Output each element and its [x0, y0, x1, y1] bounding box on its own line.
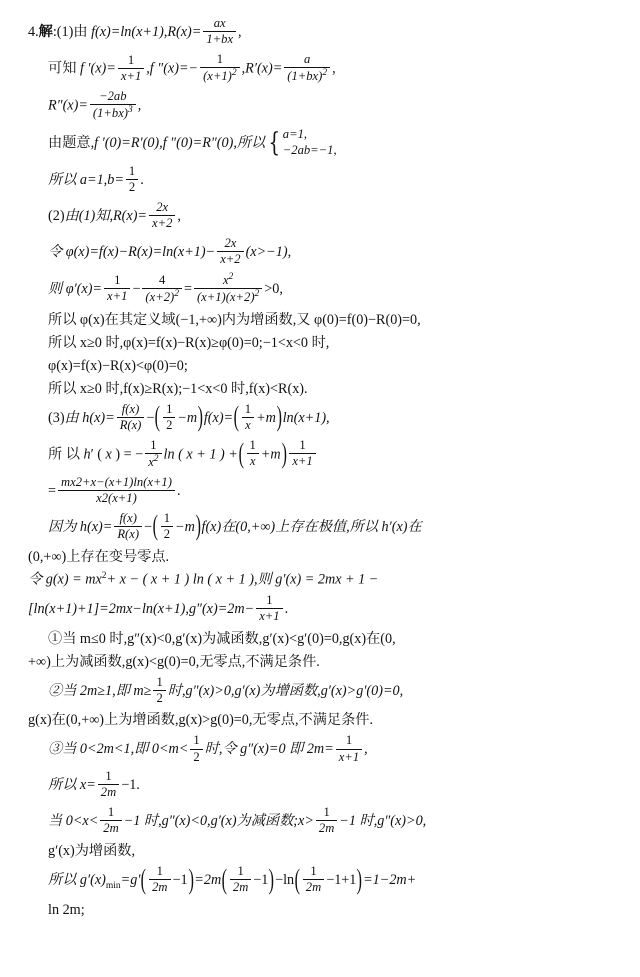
l25-b: −1.: [121, 777, 140, 794]
l8-d: >0,: [264, 281, 283, 298]
l28-d: =2m: [194, 871, 222, 888]
frac-4-xplus2-sq: $\frac{4}{(x+2)^2}$: [142, 274, 182, 305]
frac-1-x: $\frac{1}{x}$: [242, 403, 254, 432]
line-case-1: ①当 m≤0 时,g″(x)<0,g′(x)为减函数,g′(x)<g′(0)=0,g(x)在(0,: [48, 630, 396, 647]
l16-b: −: [144, 518, 153, 535]
line-phi-cases-2: φ(x)=f(x)−R(x)<φ(0)=0;: [48, 357, 188, 374]
l26-b: −1 时,g″(x)<0,g′(x)为减函数;x>: [123, 813, 314, 830]
line-ln2m: ln 2m;: [48, 901, 85, 918]
l13-a: 由 h(x)=: [64, 409, 115, 426]
l28-b: =g′: [120, 871, 141, 888]
frac-1-2m-f: $\frac{1}{2m}$: [303, 865, 324, 894]
line-part3-hx: [28, 401, 618, 434]
paren-close-5: ): [188, 863, 194, 896]
line-result-ab: [28, 166, 618, 195]
paren-close-7: ): [357, 863, 363, 896]
line-g-min: [28, 863, 618, 896]
line-system-conditions: [28, 128, 618, 159]
l28-f: −ln: [275, 871, 295, 888]
line-phi-cases-1: 所以 x≥0 时,φ(x)=f(x)−R(x)≥φ(0)=0;−1<x<0 时,: [48, 335, 330, 352]
l25-a: 所以 x=: [48, 777, 96, 794]
frac-xsq-over-product: $\frac{x^2}{(x+1)(x+2)^2}$: [194, 273, 262, 305]
l28-h: =1−2m+: [363, 871, 417, 888]
line-define-phi: [28, 238, 618, 267]
frac-1-xplus1-sq: $\frac{1}{(x+1)^2}$: [200, 53, 240, 84]
paren-open-6: (: [221, 863, 228, 896]
l14-c: +m: [260, 446, 281, 463]
frac-1-xplus1-d: $\frac{1}{x+1}$: [289, 439, 315, 468]
line-extremum-condition: [28, 510, 618, 543]
l5-a: 所以 a=1,b=: [48, 172, 124, 189]
l13-d: f(x)=: [203, 409, 234, 426]
l18-a: 令 g(x) = mx: [28, 572, 102, 589]
l24-end: ,: [364, 741, 368, 758]
frac-fx-rx: $\frac{f(x)}{R(x)}$: [117, 403, 145, 432]
l16-c: −m: [175, 518, 195, 535]
l1-a: 由: [73, 23, 88, 40]
line-case-2-cont: g(x)在(0,+∞)上为增函数,g(x)>g(0)=0,无零点,不满足条件.: [28, 712, 374, 729]
line-phi-derivative: [28, 271, 618, 306]
l1-end: ,: [238, 23, 242, 40]
l18-b: + x − ( x + 1 ) ln ( x + 1 ),则 g′(x) = 2mx + 1 −: [106, 572, 379, 589]
frac-2x-xplus2: $\frac{2x}{x+2}$: [149, 201, 175, 230]
l13-b: −: [146, 409, 155, 426]
answer-label: 解: [38, 23, 53, 40]
line-g-derivative: [28, 592, 618, 624]
l19-a: [ln(x+1)+1]=2mx−ln(x+1),g″(x)=2m−: [28, 600, 255, 617]
l22-a: ②当 2m≥1,即 m≥: [48, 682, 152, 699]
l13-e: +m: [256, 409, 276, 426]
l1-comma: ,: [163, 23, 168, 40]
problem-number: 4.: [28, 23, 39, 40]
frac-1-xplus1-e: $\frac{1}{x+1}$: [256, 594, 282, 623]
frac-half-e: $\frac{1}{2}$: [190, 734, 202, 763]
paren-close-1: ): [197, 401, 204, 434]
l24-a: ③当 0<2m<1,即 0<m<: [48, 741, 189, 758]
system-brace: { a=1, −2ab=−1,: [268, 127, 337, 158]
l18-sup: 2: [101, 571, 107, 582]
l26-a: 当 0<x<: [48, 813, 99, 830]
l2-d: ,R′(x)=: [241, 60, 283, 77]
paren-close-2: ): [276, 401, 282, 434]
line-derivatives-1: [28, 51, 618, 85]
l7-b: (x>−1),: [245, 244, 292, 261]
frac-combined: $\frac{mx2+x-(x+1)\ln(x+1)}{x2(x+1)}$: [58, 476, 175, 505]
l6-end: ,: [177, 208, 181, 225]
l28-a: 所以 g′(x): [48, 871, 106, 888]
l16-d: f(x)在(0,+∞)上存在极值,所以 h′(x)在: [201, 518, 422, 535]
line-case-1-cont: +∞)上为减函数,g(x)<g(0)=0,无零点,不满足条件.: [28, 653, 320, 670]
paren-close-4: ): [195, 510, 201, 543]
line-derivatives-2: [28, 91, 618, 122]
line-sign-change-zero: (0,+∞)上存在变号零点.: [28, 548, 170, 565]
paren-close-6: ): [269, 863, 275, 896]
part-3-label: (3): [48, 409, 65, 426]
l2-a: 可知: [48, 60, 77, 77]
frac-1-xplus1: $\frac{1}{x+1}$: [118, 54, 144, 83]
frac-one-half: $\frac{1}{2}$: [126, 165, 138, 194]
l3-end: ,: [137, 97, 142, 114]
frac-1-2m-d: $\frac{1}{2m}$: [149, 865, 170, 894]
l28-c: −1: [172, 871, 188, 888]
frac-1-2m-e: $\frac{1}{2m}$: [230, 865, 251, 894]
frac-half-c: $\frac{1}{2}$: [161, 512, 173, 541]
l14-b: ln ( x + 1 ) +: [163, 446, 238, 463]
paren-open-7: (: [294, 863, 301, 896]
l8-b: −: [132, 281, 141, 298]
l15-end: .: [176, 482, 181, 499]
line-x-value: [28, 771, 618, 800]
line-conclusion-2: 所以 x≥0 时,f(x)≥R(x);−1<x<0 时,f(x)<R(x).: [48, 380, 308, 397]
frac-1-xsq: $\frac{1}{x^2}$: [145, 439, 161, 470]
l22-b: 时,g″(x)>0,g′(x)为增函数,g′(x)>g′(0)=0,: [167, 682, 404, 699]
part-1-label: (1): [56, 23, 74, 40]
line-h-derivative-combined: [28, 474, 618, 506]
line-problem-header: 4.解:(1)由 f(x)=ln(x+1),R(x)= $\frac{ax}{1+bx}$ ,: [28, 16, 242, 47]
paren-open-5: (: [141, 863, 147, 896]
paren-open-1: (: [155, 401, 161, 434]
l8-c: =: [183, 281, 192, 298]
l13-c: −m: [177, 409, 198, 426]
line-phi-increasing: 所以 φ(x)在其定义域(−1,+∞)内为增函数,又 φ(0)=f(0)−R(0)=0,: [48, 312, 421, 329]
l16-a: 因为 h(x)=: [48, 518, 113, 535]
frac-ax-1plusbx: $\frac{ax}{1+bx}$: [203, 17, 236, 46]
frac-1-2m-c: $\frac{1}{2m}$: [316, 806, 337, 835]
case-2: −2ab=−1,: [282, 142, 337, 157]
l28-g: −1+1: [326, 871, 357, 888]
line-case-3: [28, 735, 618, 764]
paren-open-2: (: [233, 401, 240, 434]
l19-end: .: [284, 600, 289, 617]
l26-c: −1 时,g″(x)>0,: [339, 813, 427, 830]
l28-sub: min: [105, 880, 121, 891]
l28-e: −1: [253, 871, 269, 888]
l7-a: 令 φ(x)=f(x)−R(x)=ln(x+1)−: [48, 244, 216, 261]
frac-1-xplus1-f: $\frac{1}{x+1}$: [336, 734, 362, 763]
l8-a: 则 φ′(x)=: [48, 281, 103, 298]
frac-fx-rx-b: $\frac{f(x)}{R(x)}$: [114, 512, 142, 541]
paren-open-3: (: [238, 437, 244, 470]
part-2-label: (2): [48, 208, 65, 225]
paren-open-4: (: [152, 510, 159, 543]
frac-1-2m: $\frac{1}{2m}$: [98, 770, 119, 799]
l2-e: ,: [332, 60, 336, 77]
line-g-increasing: g′(x)为增函数,: [48, 843, 136, 860]
l5-end: .: [140, 172, 144, 189]
l2-b: f ′(x)=: [79, 60, 116, 77]
l6-a: 由(1)知,R(x)=: [64, 208, 147, 225]
frac-1-2m-b: $\frac{1}{2m}$: [100, 806, 121, 835]
frac-2x-xplus2-b: $\frac{2x}{x+2}$: [217, 237, 243, 266]
l4-a: 由题意,: [48, 135, 95, 152]
frac-neg2ab-1plusbx-cu: $\frac{-2ab}{(1+bx)^3}$: [90, 90, 136, 121]
l24-b: 时,令 g″(x)=0 即 2m=: [204, 741, 334, 758]
l1-fx: f(x)=ln(x+1): [91, 23, 164, 40]
l13-f: ln(x+1),: [282, 409, 330, 426]
frac-half-b: $\frac{1}{2}$: [163, 403, 175, 432]
l1-rx: R(x)=: [167, 23, 202, 40]
l3-a: R″(x)=: [48, 97, 88, 114]
l15-a: =: [48, 482, 57, 499]
l4-b: f ′(0)=R′(0),f ″(0)=R″(0),所以: [94, 135, 266, 152]
line-part2-rx: [28, 202, 618, 231]
line-monotonic-analysis: [28, 807, 618, 836]
line-h-derivative: 所 以 h′ ( x ) = − $\frac{1}{x^2}$ ln ( x + 1 ) +( $\frac{1}{x}$ +m) $\frac{1}{x+1}$: [28, 440, 618, 471]
case-1: a=1,: [282, 127, 308, 142]
frac-half-d: $\frac{1}{2}$: [153, 676, 165, 705]
line-case-2: [28, 674, 618, 706]
frac-1-xplus1-c: $\frac{1}{x+1}$: [104, 274, 130, 303]
paren-close-3: ): [281, 437, 287, 470]
line-define-g: [28, 571, 618, 588]
frac-1-x-b: $\frac{1}{x}$: [247, 439, 259, 468]
l2-c: ,f ″(x)=−: [146, 60, 199, 77]
frac-a-1plusbx-sq: $\frac{a}{(1+bx)^2}$: [284, 53, 330, 84]
